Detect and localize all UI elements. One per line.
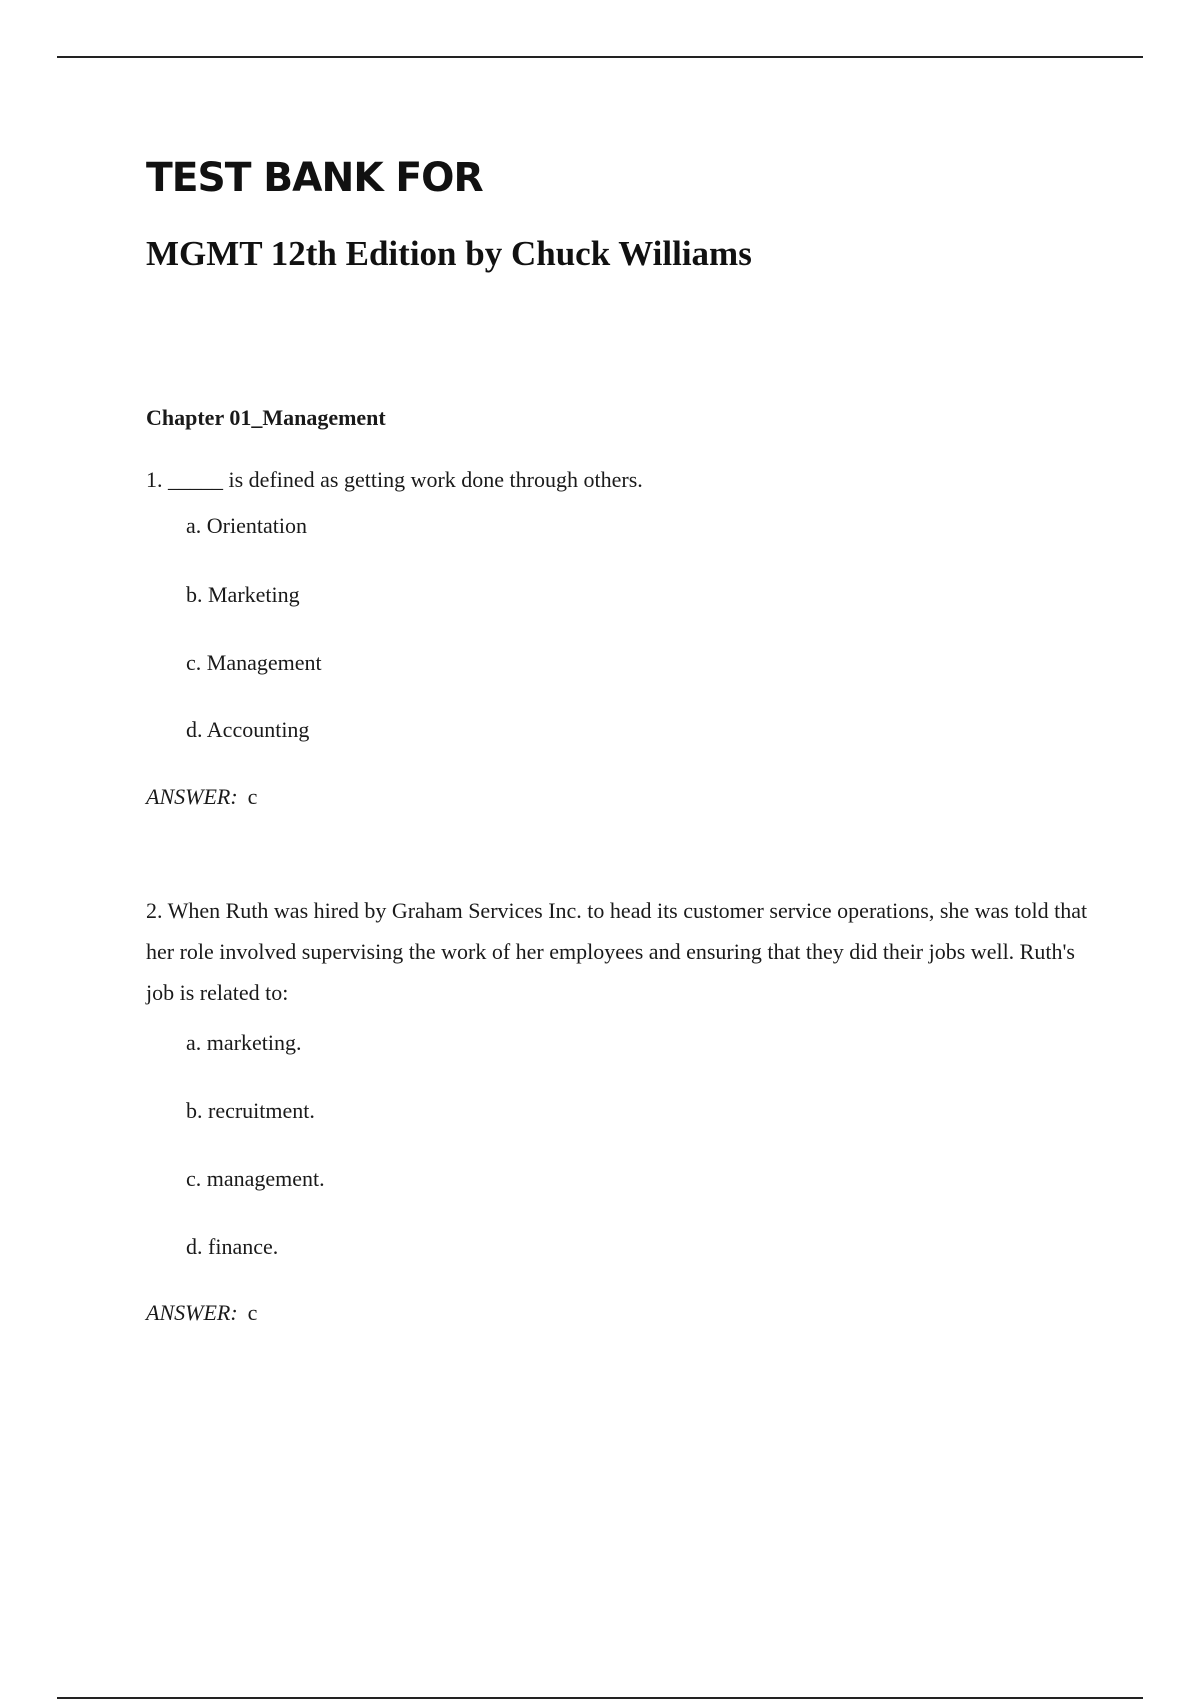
chapter-heading: Chapter 01_Management xyxy=(146,405,386,430)
question-1-option-b: b. Marketing xyxy=(186,582,300,607)
question-1-answer xyxy=(146,784,257,810)
bottom-divider xyxy=(57,1697,1143,1699)
document-subtitle: MGMT 12th Edition by Chuck Williams xyxy=(146,234,752,273)
question-2-option-d: d. finance. xyxy=(186,1234,279,1259)
question-2-option-c: c. management. xyxy=(186,1166,325,1191)
answer-value: c xyxy=(247,1300,258,1325)
question-1-option-d: d. Accounting xyxy=(186,717,310,742)
question-2-option-b: b. recruitment. xyxy=(186,1098,315,1123)
question-2-option-a: a. marketing. xyxy=(186,1030,302,1055)
question-1-option-c: c. Management xyxy=(186,650,322,675)
top-divider xyxy=(57,56,1143,58)
question-1-option-a: a. Orientation xyxy=(186,513,307,538)
answer-value: c xyxy=(247,784,258,809)
question-2-text: 2. When Ruth was hired by Graham Services Inc. to head its customer service operations, she was told that her role involved supervising the work of her employees and ensuring that they did their jobs well. Ruth's job is related to: xyxy=(146,898,1088,1005)
document-title: TEST BANK FOR xyxy=(146,155,483,201)
question-2-answer xyxy=(146,1300,257,1326)
answer-label: ANSWER: xyxy=(146,1300,238,1325)
answer-label: ANSWER: xyxy=(146,784,238,809)
question-1-text: 1. _____ is defined as getting work done through others. xyxy=(146,467,643,492)
